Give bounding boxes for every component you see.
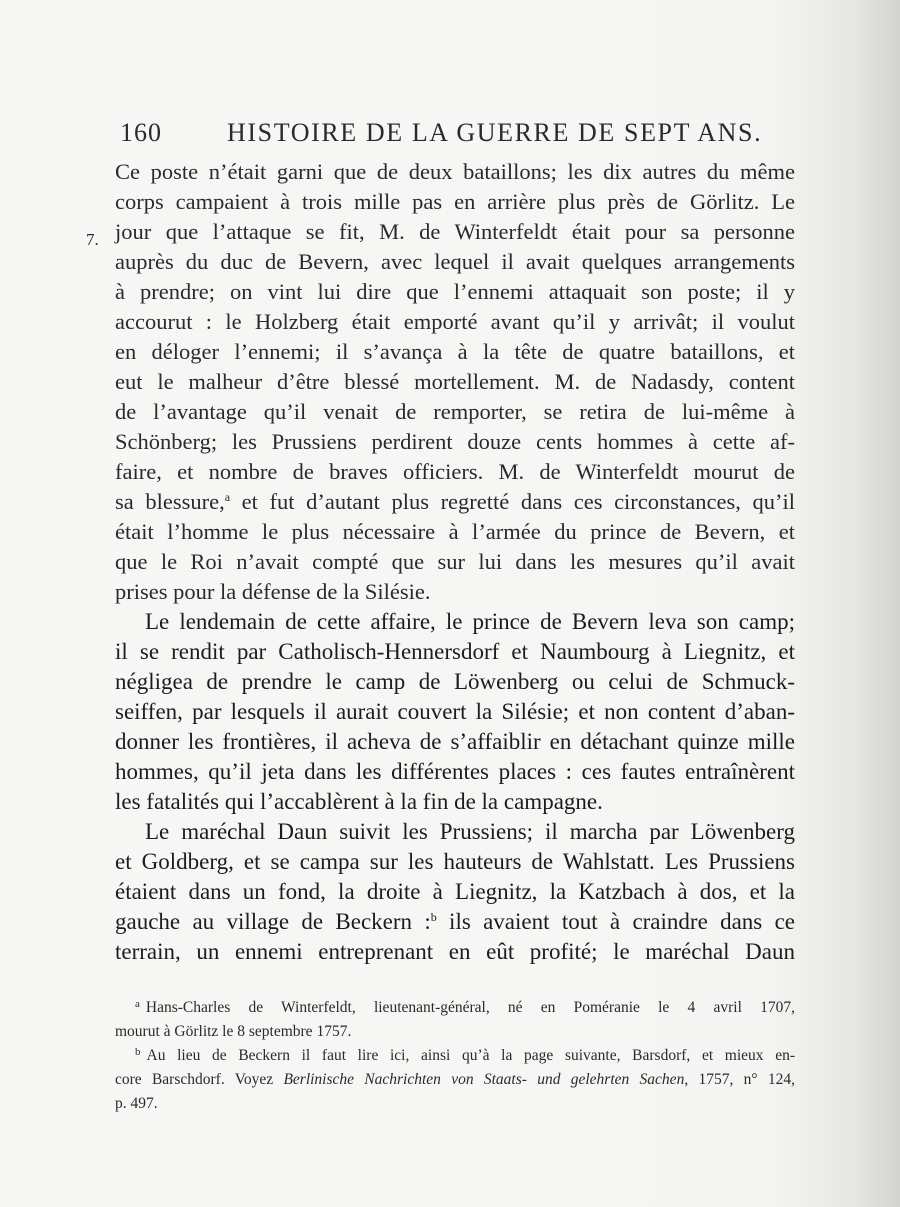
text-line: eut le malheur d’être blessé mortellement. M. de Nadasdy, content [115, 369, 795, 394]
text-line: et Goldberg, et se campa sur les hauteurs de Wahlstatt. Les Prussiens [115, 849, 795, 874]
text-segment: ils avaient tout à craindre dans ce [436, 909, 795, 934]
text-segment: et fut d’autant plus regretté dans ces circonstances, qu’il [230, 489, 795, 514]
text-line: négligea de prendre le camp de Löwenberg ou celui de Schmuck- [115, 669, 795, 694]
text-line: il se rendit par Catholisch-Hennersdorf et Naumbourg à Liegnitz, et [115, 639, 795, 664]
text-line: hommes, qu’il jeta dans les différentes places : ces fautes entraînèrent [115, 759, 795, 784]
footnote-line [115, 1068, 795, 1092]
text-line: Le maréchal Daun suivit les Prussiens; il marcha par Löwenberg [145, 819, 795, 844]
text-line: prises pour la défense de la Silésie. [115, 579, 431, 604]
footnote-line: p. 497. [115, 1095, 158, 1112]
text-line: Le lendemain de cette affaire, le prince de Bevern leva son camp; [145, 609, 795, 634]
text-line: accourut : le Holzberg était emporté avant qu’il y arrivât; il voulut [115, 309, 795, 334]
running-title: HISTOIRE DE LA GUERRE DE SEPT ANS. [227, 118, 763, 147]
paragraph-1 [115, 157, 795, 607]
text-line: à prendre; on vint lui dire que l’ennemi attaquait son poste; il y [115, 279, 795, 304]
body-text [115, 157, 795, 967]
citation-title: Berlinische Nachrichten von Staats- und gelehrten Sachen [283, 1071, 685, 1088]
footnote-ref-b[interactable]: b [430, 910, 437, 924]
text-line: que le Roi n’avait compté que sur lui dans les mesures qu’il avait [115, 549, 795, 574]
text-line: était l’homme le plus nécessaire à l’armée du prince de Bevern, et [115, 519, 795, 544]
text-line: jour que l’attaque se fit, M. de Winterfeldt était pour sa personne [115, 219, 795, 244]
text-line: en déloger l’ennemi; il s’avança à la tête de quatre bataillons, et [115, 339, 795, 364]
footnote-text: core Barschdorf. Voyez [115, 1071, 284, 1088]
footnote-mark: b [135, 1046, 141, 1058]
text-line: faire, et nombre de braves officiers. M. de Winterfeldt mourut de [115, 459, 795, 484]
page-number: 160 [120, 118, 162, 147]
text-line: Schönberg; les Prussiens perdirent douze cents hommes à cette af- [115, 429, 795, 454]
text-line: les fatalités qui l’accablèrent à la fin de la campagne. [115, 789, 603, 814]
footnote-line [115, 1044, 795, 1068]
paragraph-3 [115, 817, 795, 967]
text-line: terrain, un ennemi entreprenant en eût profité; le maréchal Daun [115, 939, 795, 964]
footnote-ref-a[interactable]: a [224, 490, 231, 504]
text-line: seiffen, par lesquels il aurait couvert la Silésie; et non content d’aban- [115, 699, 795, 724]
text-segment: gauche au village de Beckern : [115, 909, 431, 934]
text-line: Ce poste n’était garni que de deux bataillons; les dix autres du même [115, 159, 795, 184]
page-header [120, 118, 800, 152]
text-line: auprès du duc de Bevern, avec lequel il avait quelques arrangements [115, 249, 795, 274]
footnote-text: , 1757, n° 124, [684, 1071, 795, 1088]
margin-note: 7. [86, 230, 99, 249]
footnote-b [115, 1044, 795, 1116]
footnote-line: mourut à Görlitz le 8 septembre 1757. [115, 1023, 352, 1040]
paragraph-2 [115, 607, 795, 817]
text-segment: sa blessure, [115, 489, 225, 514]
footnote-line [115, 996, 795, 1020]
footnotes [115, 996, 795, 1116]
text-line: étaient dans un fond, la droite à Liegnitz, la Katzbach à dos, et la [115, 879, 795, 904]
footnote-a [115, 996, 795, 1044]
text-line: corps campaient à trois mille pas en arrière plus près de Görlitz. Le [115, 189, 795, 214]
text-line: donner les frontières, il acheva de s’affaiblir en détachant quinze mille [115, 729, 795, 754]
text-line: de l’avantage qu’il venait de remporter, se retira de lui-même à [115, 399, 795, 424]
text-line [115, 487, 795, 517]
footnote-mark: a [135, 998, 140, 1010]
footnote-text: Hans-Charles de Winterfeldt, lieutenant-général, né en Poméranie le 4 avril 1707, [145, 999, 795, 1016]
text-line [115, 907, 795, 937]
footnote-text: Au lieu de Beckern il faut lire ici, ainsi qu’à la page suivante, Barsdorf, et mieux en- [146, 1047, 795, 1064]
